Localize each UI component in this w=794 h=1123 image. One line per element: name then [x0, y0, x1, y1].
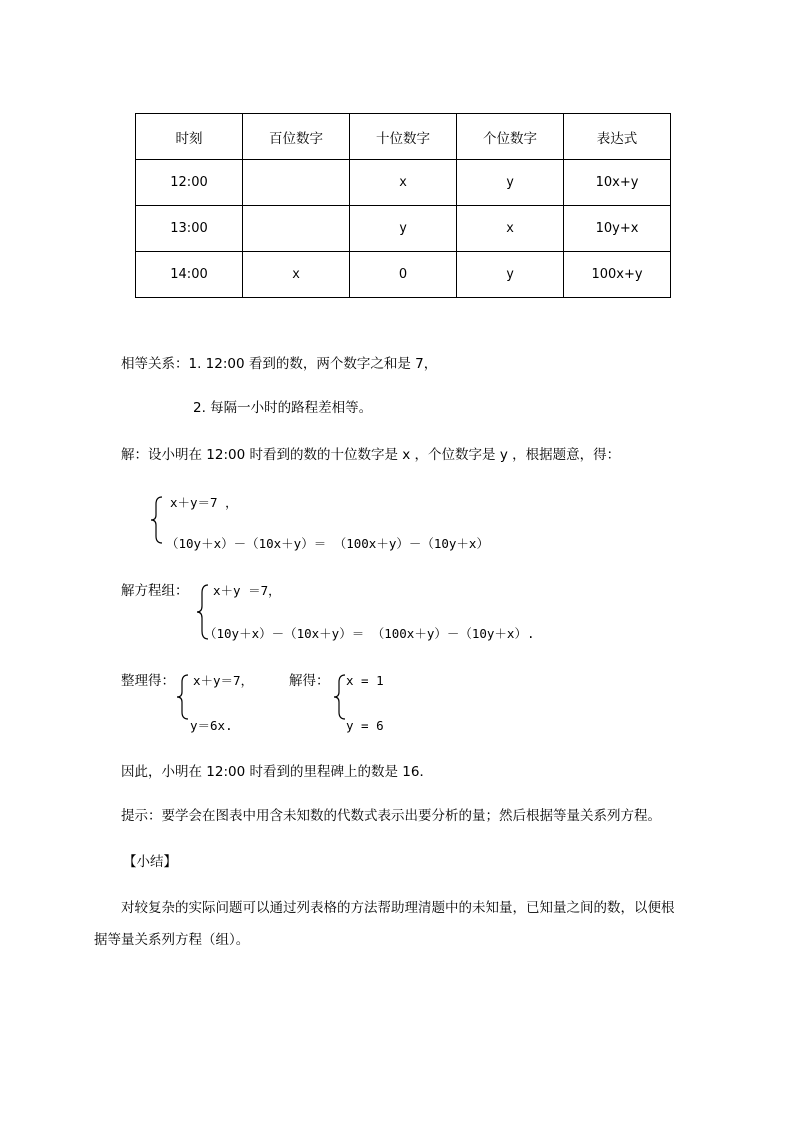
hint: 提示：要学会在图表中用含未知数的代数式表示出要分析的量；然后根据等量关系列方程。	[121, 808, 661, 824]
equation: x＋y＝7 ，	[170, 495, 238, 510]
table-cell	[243, 160, 350, 206]
table-row	[136, 252, 671, 298]
table-cell: 10x+y	[564, 160, 671, 206]
table-header-cell: 表达式	[564, 114, 671, 160]
equation: （10y＋x）－（10x＋y）＝ （100x＋y）－（10y＋x）	[166, 536, 489, 551]
equation: y＝6x.	[190, 718, 233, 733]
table-cell: 10y+x	[564, 206, 671, 252]
simplify-label: 整理得：	[121, 673, 175, 689]
left-brace-icon	[333, 674, 347, 720]
table-cell: x	[243, 252, 350, 298]
solution-value: x = 1	[346, 673, 384, 688]
table-cell: 12:00	[136, 160, 243, 206]
equation: x＋y ＝7，	[213, 583, 281, 598]
relations-line	[121, 358, 437, 372]
solution-intro: 解：设小明在 12:00 时看到的数的十位数字是 x ，个位数字是 y ，根据题意，得：	[121, 447, 621, 463]
summary-heading: 【小结】	[123, 854, 177, 870]
equation: （10y＋x）－（10x＋y）＝ （100x＋y）－（10y＋x）.	[204, 626, 535, 641]
table-header-cell: 个位数字	[457, 114, 564, 160]
table-row	[136, 206, 671, 252]
milestone-table	[135, 113, 671, 298]
table-cell: 100x+y	[564, 252, 671, 298]
table-cell: y	[457, 252, 564, 298]
solved-label: 解得：	[289, 673, 330, 689]
table-header-cell: 时刻	[136, 114, 243, 160]
left-brace-icon	[176, 674, 190, 720]
summary-line: 据等量关系列方程（组）。	[94, 932, 250, 948]
equation: x＋y＝7，	[193, 673, 254, 688]
left-brace-icon	[150, 496, 164, 544]
table-cell: y	[457, 160, 564, 206]
table-cell: x	[350, 160, 457, 206]
table-cell: y	[350, 206, 457, 252]
table-row	[136, 160, 671, 206]
table-cell	[243, 206, 350, 252]
table-cell: 14:00	[136, 252, 243, 298]
relation-item-2: 2. 每隔一小时的路程差相等。	[193, 400, 373, 416]
table-cell: 0	[350, 252, 457, 298]
summary-line: 对较复杂的实际问题可以通过列表格的方法帮助理清题中的未知量，已知量之间的数，以便根	[121, 900, 675, 916]
table-cell: x	[457, 206, 564, 252]
table-header-cell: 百位数字	[243, 114, 350, 160]
table-header-row	[136, 114, 671, 160]
table-header-cell: 十位数字	[350, 114, 457, 160]
relations-label: 相等关系：	[121, 356, 189, 372]
relation-item-1: 1. 12:00 看到的数，两个数字之和是 7，	[188, 356, 438, 372]
table-cell: 13:00	[136, 206, 243, 252]
conclusion: 因此，小明在 12:00 时看到的里程碑上的数是 16．	[121, 764, 433, 780]
solve-label: 解方程组：	[121, 583, 189, 599]
solution-value: y = 6	[346, 718, 384, 733]
